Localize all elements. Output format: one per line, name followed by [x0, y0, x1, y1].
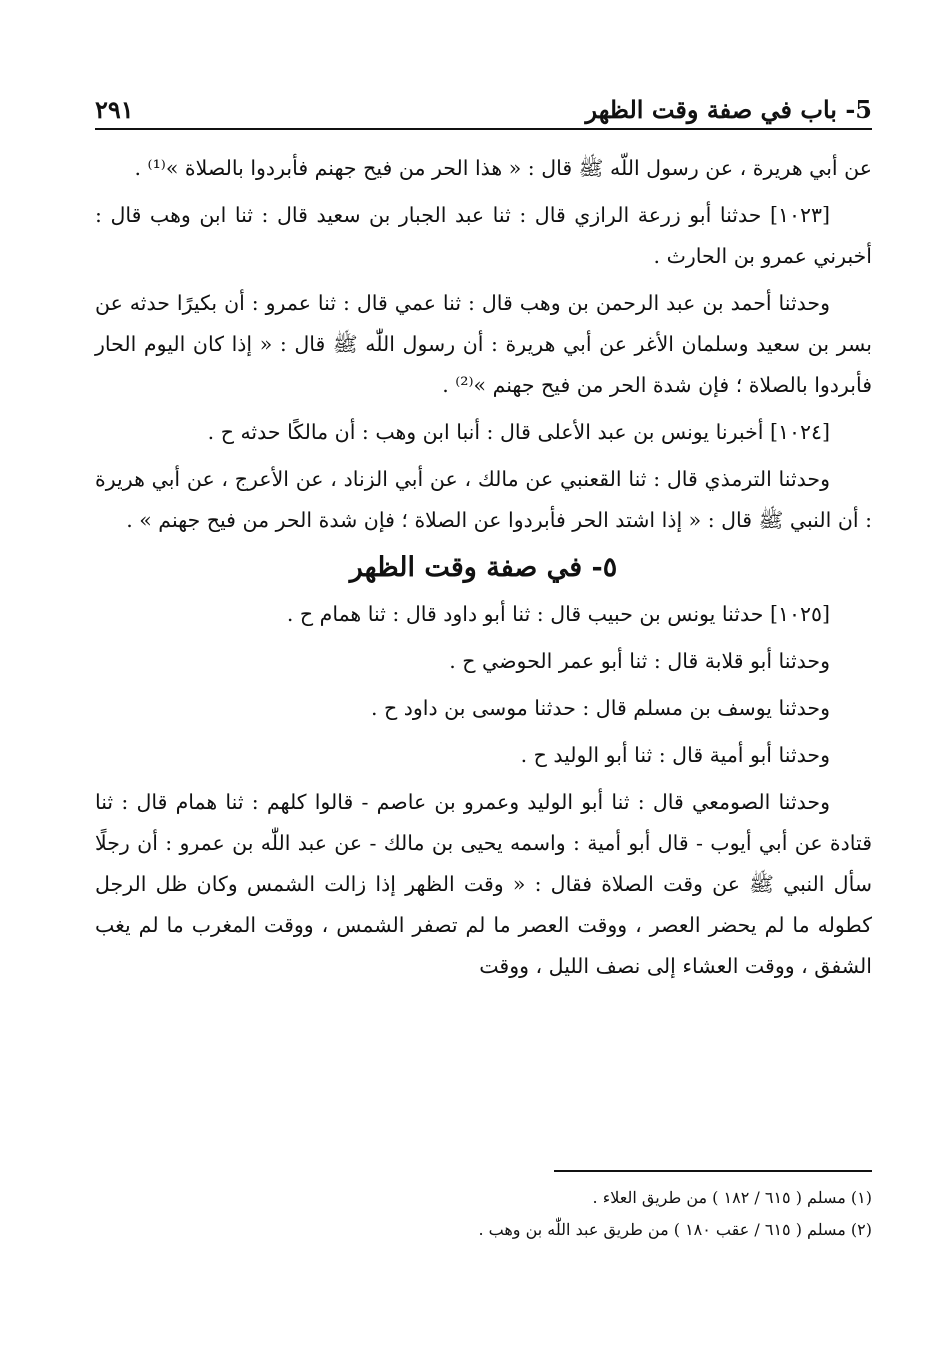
running-header	[95, 82, 872, 124]
paragraph: [١٠٢٥] حدثنا يونس بن حبيب قال : ثنا أبو داود قال : ثنا همام ح .	[286, 602, 830, 626]
section-heading: ٥- في صفة وقت الظهر	[349, 552, 618, 583]
footnote: (١) مسلم ( ٦١٥ / ١٨٢ ) من طريق العلاء .	[592, 1188, 872, 1207]
footnote: (٢) مسلم ( ٦١٥ / عقب ١٨٠ ) من طريق عبد اللّٰه بن وهب .	[478, 1220, 872, 1239]
header-rule	[95, 128, 872, 130]
paragraph: [١٠٢٣] حدثنا أبو زرعة الرازي قال : ثنا عبد الجبار بن سعيد قال : ثنا ابن وهب قال : أخبرني عمرو بن الحارث .	[95, 203, 872, 268]
paragraph: وحدثنا أبو أمية قال : ثنا أبو الوليد ح .	[520, 743, 830, 767]
footnote-rule	[554, 1170, 872, 1172]
paragraph: وحدثنا أبو قلابة قال : ثنا أبو عمر الحوضي ح .	[449, 649, 830, 673]
paragraph: [١٠٢٤] أخبرنا يونس بن عبد الأعلى قال : أنبا ابن وهب : أن مالكًا حدثه ح .	[207, 420, 830, 444]
page-number: ٢٩١	[95, 95, 134, 124]
paragraph: وحدثنا الصومعي قال : ثنا أبو الوليد وعمرو بن عاصم - قالوا كلهم : ثنا همام قال : ثنا قتادة عن أبي أيوب - قال أبو أمية : واسمه يحيى بن مالك - عن عبد اللّٰه بن عمرو : أن رجلًا سأل النبي ﷺ عن وقت الصلاة فقال : « وقت الظهر إذا زالت الشمس وكان ظل الرجل كطوله ما لم يحضر العصر ، ووقت العصر ما لم تصفر الشمس ، ووقت المغرب ما لم يغب الشفق ، ووقت العشاء إلى نصف الليل ، ووقت	[95, 790, 872, 978]
paragraph: عن أبي هريرة ، عن رسول اللّه ﷺ قال : « هذا الحر من فيح جهنم فأبردوا بالصلاة »⁽¹⁾ .	[134, 156, 872, 180]
main-text	[95, 148, 872, 993]
paragraph: وحدثنا أحمد بن عبد الرحمن بن وهب قال : ثنا عمي قال : ثنا عمرو : أن بكيرًا حدثه عن بسر بن سعيد وسلمان الأغر عن أبي هريرة : أن رسول اللّٰه ﷺ قال : « إذا كان اليوم الحار فأبردوا بالصلاة ؛ فإن شدة الحر من فيح جهنم »⁽²⁾ .	[95, 291, 872, 397]
footnotes	[95, 1182, 872, 1246]
paragraph: وحدثنا الترمذي قال : ثنا القعنبي عن مالك ، عن أبي الزناد ، عن الأعرج ، عن أبي هريرة : أن النبي ﷺ قال : « إذا اشتد الحر فأبردوا عن الصلاة ؛ فإن شدة الحر من فيح جهنم » .	[95, 467, 872, 532]
paragraph: وحدثنا يوسف بن مسلم قال : حدثنا موسى بن داود ح .	[370, 696, 830, 720]
chapter-title: 5- باب في صفة وقت الظهر	[585, 95, 872, 124]
